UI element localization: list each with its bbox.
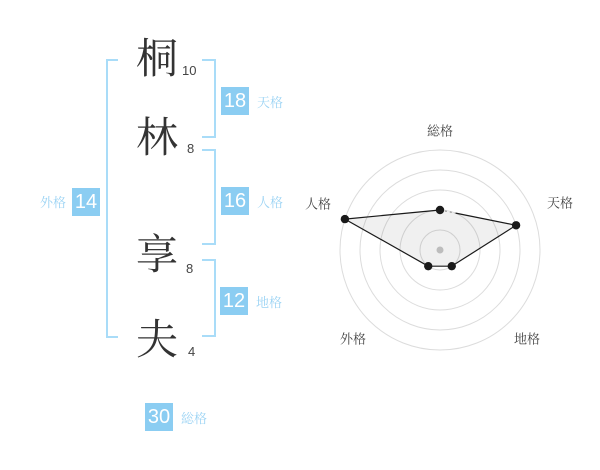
jinkaku-value-badge: 16: [221, 187, 249, 215]
name-character-3: 享: [135, 230, 178, 279]
fortune-radar-chart: [300, 110, 580, 390]
jinkaku-bracket: [202, 149, 216, 245]
soukaku-value-badge: 30: [145, 403, 173, 431]
tenkaku-label: 天格: [257, 95, 284, 110]
gaikaku-value-badge: 14: [72, 188, 100, 216]
jinkaku-label: 人格: [257, 195, 284, 210]
radar-axis-label-jinkaku: 人格: [304, 197, 332, 213]
radar-axis-label-chikaku: 地格: [513, 332, 541, 348]
name-character-4: 夫: [135, 315, 178, 364]
stroke-count-4: 4: [188, 344, 196, 359]
gaikaku-label: 外格: [39, 195, 66, 210]
name-character-1: 桐: [135, 34, 178, 83]
radar-axis-label-soukaku: 総格: [426, 124, 454, 140]
name-character-2: 林: [135, 113, 178, 162]
radar-axis-label-tenkaku: 天格: [546, 196, 574, 212]
chikaku-value-badge: 12: [220, 287, 248, 315]
radar-axis-label-gaikaku: 外格: [339, 332, 367, 348]
stroke-count-2: 8: [187, 141, 195, 156]
stroke-count-3: 8: [186, 261, 194, 276]
chikaku-label: 地格: [256, 295, 283, 310]
tenkaku-value-badge: 18: [221, 87, 249, 115]
radar-plot-area: [340, 150, 540, 350]
chikaku-bracket: [202, 259, 216, 337]
gaikaku-bracket: [106, 59, 118, 338]
stroke-count-1: 10: [182, 63, 197, 78]
soukaku-label: 総格: [181, 411, 208, 426]
tenkaku-bracket: [202, 59, 216, 138]
